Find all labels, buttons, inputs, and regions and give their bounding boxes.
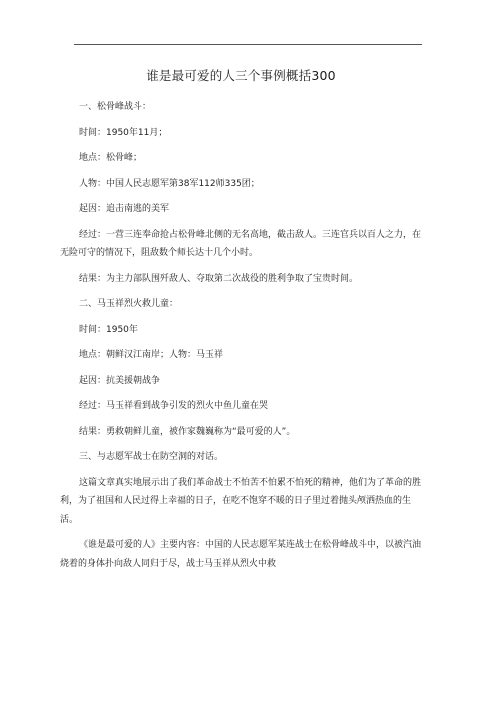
item-result-2: 结果：勇救朝鲜儿童，被作家魏巍称为“最可爱的人”。 bbox=[79, 426, 296, 437]
heading-mayuxiang: 二、马玉祥烈火救儿童： bbox=[79, 299, 179, 309]
summary-paragraph: 这篇文章真实地展示出了我们革命战士不怕苦不怕累不怕死的精神，他们为了革命的胜利，为了祖国和人民过得上幸福的日子，在吃不饱穿不暖的日子里过着抛头颅洒热血的生活。 bbox=[60, 477, 422, 525]
heading-dialogue: 三、与志愿军战士在防空洞的对话。 bbox=[79, 452, 224, 462]
heading-songgufeng: 一、松骨峰战斗： bbox=[79, 102, 152, 112]
header-rule bbox=[74, 44, 422, 45]
item-time-2: 时间：1950年 bbox=[79, 324, 138, 335]
item-cause-2: 起因：抗美援朝战争 bbox=[79, 375, 161, 386]
main-content-paragraph: 《谁是最可爱的人》主要内容：中国的人民志愿军某连战士在松骨峰战斗中，以被汽油烧着的身体扑向敌人同归于尽，战士马玉祥从烈火中救 bbox=[60, 540, 422, 569]
item-time-1: 时间：1950年11月； bbox=[79, 127, 168, 138]
item-process-1: 经过：一营三连奉命抢占松骨峰北侧的无名高地，截击敌人。三连官兵以百人之力，在无险可守的情况下，阻敌数个师长达十几个小时。 bbox=[60, 229, 422, 258]
document-page bbox=[60, 66, 422, 580]
item-cause-1: 起因：追击南逃的美军 bbox=[79, 204, 170, 214]
item-place-1: 地点：松骨峰； bbox=[79, 153, 143, 163]
item-process-2: 经过：马玉祥看到战争引发的烈火中鱼儿童在哭 bbox=[79, 401, 269, 411]
item-people-1: 人物：中国人民志愿军第38军112师335团； bbox=[79, 178, 260, 189]
item-result-1: 结果：为主力部队围歼敌人、夺取第二次战役的胜利争取了宝贵时间。 bbox=[79, 273, 359, 284]
document-title: 谁是最可爱的人三个事例概括300 bbox=[146, 68, 336, 83]
item-place-people-2: 地点：朝鲜汉江南岸；人物：马玉祥 bbox=[79, 350, 224, 360]
